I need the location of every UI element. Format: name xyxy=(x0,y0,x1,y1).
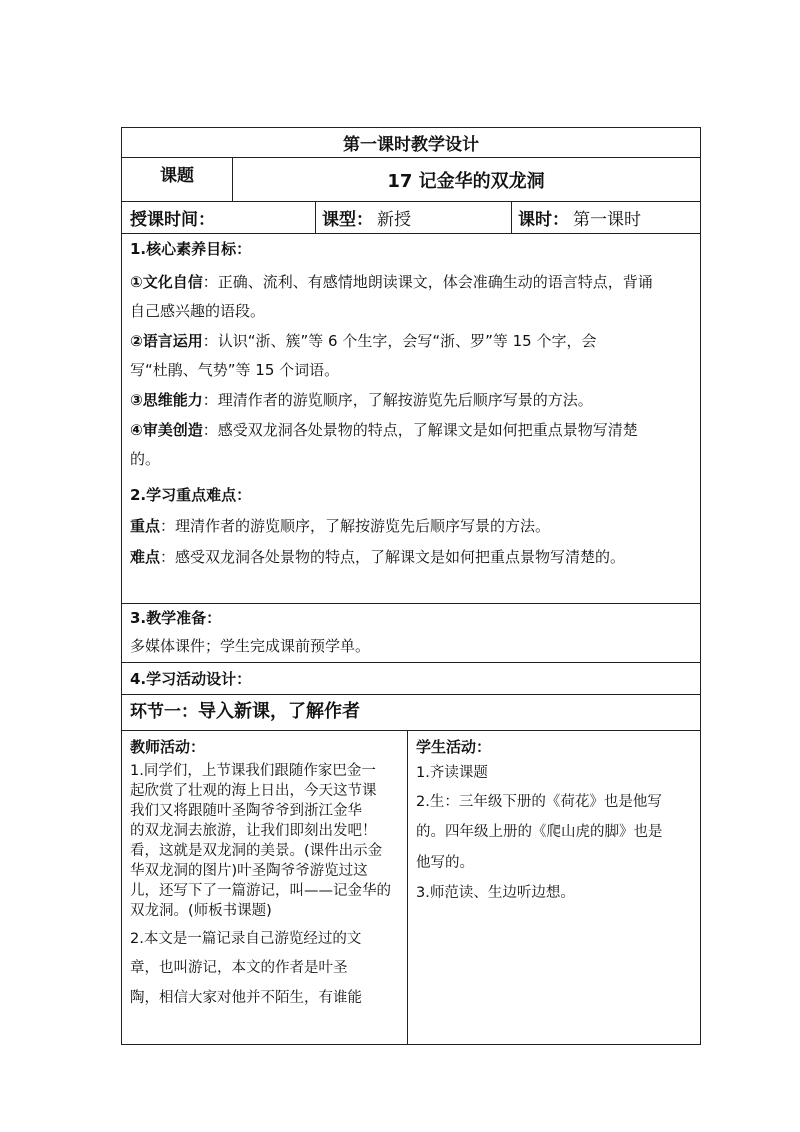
lesson-plan-table xyxy=(121,127,701,1045)
teacher-line: 的双龙洞去旅游，让我们即刻出发吧！ xyxy=(130,823,377,839)
goal-1-text: ：正确、流利、有感情地朗读课文，体会准确生动的语言特点，背诵 xyxy=(202,273,653,291)
time-cell xyxy=(130,202,310,233)
teacher-line: 章，也叫游记，本文的作者是叶圣 xyxy=(130,960,348,976)
teacher-line: 1.同学们，上节课我们跟随作家巴金一 xyxy=(130,763,376,779)
goal-4 xyxy=(130,420,692,440)
keypoints-heading: 2.学习重点难点： xyxy=(130,486,252,504)
prep-heading: 3.教学准备： xyxy=(130,609,222,627)
teacher-line: 华双龙洞的图片)叶圣陶爷爷游览过这 xyxy=(130,863,368,879)
activity-heading-row xyxy=(122,663,700,695)
goals-heading: 1.核心素养目标： xyxy=(130,240,252,258)
student-line: 他写的。 xyxy=(416,855,474,871)
goal-4-text: ：感受双龙洞各处景物的特点，了解课文是如何把重点景物写清楚 xyxy=(202,421,638,439)
teacher-line: 双龙洞。(师板书课题) xyxy=(130,903,272,919)
period-value: 第一课时 xyxy=(573,210,641,230)
hard-point xyxy=(130,547,692,567)
page-title: 第一课时教学设计 xyxy=(343,135,479,155)
teacher-line: 儿，还写下了一篇游记，叫——记金华的 xyxy=(130,883,391,899)
period-label: 课时： xyxy=(518,210,569,230)
goal-4-label: ④审美创造 xyxy=(130,421,203,439)
step-title: 导入新课，了解作者 xyxy=(198,701,360,722)
info-row xyxy=(122,202,700,234)
goal-2-cont: 写“杜鹃、气势”等 15 个词语。 xyxy=(130,361,340,379)
student-line: 的。四年级上册的《爬山虎的脚》也是 xyxy=(416,824,663,840)
prep-text: 多媒体课件；学生完成课前预学单。 xyxy=(130,637,371,655)
goal-2-text: ：认识“浙、簇”等 6 个生字，会写“浙、罗”等 15 个字，会 xyxy=(202,332,597,350)
goal-1-cont: 自己感兴趣的语段。 xyxy=(130,302,266,320)
key-point xyxy=(130,516,692,536)
period-cell xyxy=(518,202,700,233)
goal-1-label: ①文化自信 xyxy=(130,273,203,291)
goal-3-label: ③思维能力 xyxy=(130,391,203,409)
hard-point-text: ：感受双龙洞各处景物的特点，了解课文是如何把重点景物写清楚的。 xyxy=(160,548,626,566)
student-heading: 学生活动： xyxy=(416,738,492,756)
teacher-line: 2.本文是一篇记录自己游览经过的文 xyxy=(130,931,362,947)
teacher-line: 陶，相信大家对他并不陌生，有谁能 xyxy=(130,990,362,1006)
student-line: 3.师范读、生边听边想。 xyxy=(416,885,575,901)
title-row xyxy=(122,128,700,158)
step-label: 环节一： xyxy=(130,702,198,722)
lesson-row xyxy=(122,158,700,202)
teacher-line: 起欣赏了壮观的海上日出，今天这节课 xyxy=(130,783,377,799)
time-label: 授课时间： xyxy=(130,210,215,230)
goal-3-text: ：理清作者的游览顺序，了解按游览先后顺序写景的方法。 xyxy=(202,391,593,409)
teacher-line: 看，这就是双龙洞的美景。(课件出示金 xyxy=(130,843,383,859)
step-line xyxy=(130,702,692,722)
lesson-label-cell xyxy=(122,158,232,188)
lesson-value-cell xyxy=(232,158,700,201)
student-line: 2.生：三年级下册的《荷花》也是他写 xyxy=(416,794,662,810)
goal-4-cont: 的。 xyxy=(130,450,161,468)
key-point-text: ：理清作者的游览顺序，了解按游览先后顺序写景的方法。 xyxy=(160,517,551,535)
lesson-label: 课题 xyxy=(160,165,194,186)
type-label: 课型： xyxy=(322,210,373,230)
prep-section xyxy=(122,604,700,663)
type-value: 新授 xyxy=(377,210,411,230)
activities-row xyxy=(122,731,700,1044)
activity-heading: 4.学习活动设计： xyxy=(130,670,252,688)
goal-1 xyxy=(130,272,692,292)
goal-2-label: ②语言运用 xyxy=(130,332,203,350)
keypoints-section xyxy=(122,480,700,604)
goal-2 xyxy=(130,331,692,351)
key-point-label: 重点 xyxy=(130,517,161,535)
student-line: 1.齐读课题 xyxy=(416,765,488,781)
step-row xyxy=(122,695,700,731)
teacher-heading: 教师活动： xyxy=(130,738,206,756)
teacher-line: 我们又将跟随叶圣陶爷爷到浙江金华 xyxy=(130,803,362,819)
type-cell xyxy=(322,202,502,233)
hard-point-label: 难点 xyxy=(130,548,161,566)
goal-3 xyxy=(130,390,692,410)
lesson-title: 17 记金华的双龙洞 xyxy=(387,170,545,192)
student-column xyxy=(408,731,700,1044)
teacher-column xyxy=(122,731,407,1044)
